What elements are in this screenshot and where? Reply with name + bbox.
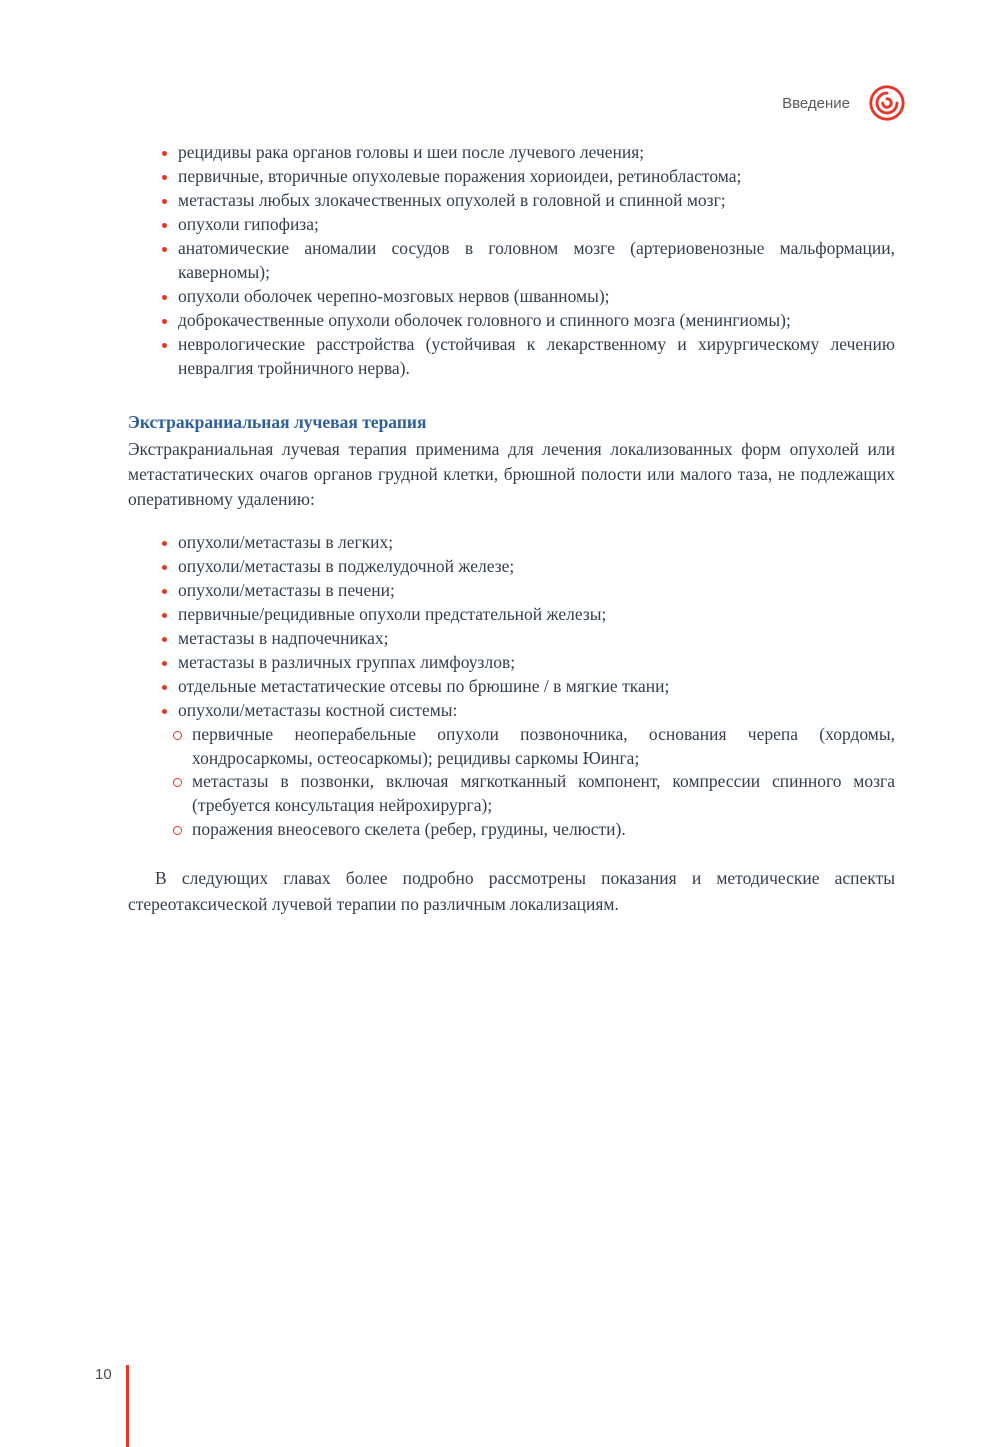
closing-paragraph: В следующих главах более подробно рассмотрены показания и методические аспекты стереотаксической лучевой терапии по различным локализациям. bbox=[128, 868, 895, 914]
sublist-item: метастазы в позвонки, включая мягкотканный компонент, компрессии спинного мозга (требуется консультация нейрохирурга); bbox=[128, 770, 895, 818]
list-item: опухоли/метастазы костной системы: bbox=[128, 699, 895, 723]
publisher-logo-icon bbox=[868, 84, 906, 122]
sublist-item: поражения внеосевого скелета (ребер, грудины, челюсти). bbox=[128, 818, 895, 842]
list-item: опухоли гипофиза; bbox=[128, 213, 895, 237]
list-item: метастазы в надпочечниках; bbox=[128, 627, 895, 651]
page-content bbox=[128, 141, 895, 917]
list-item: опухоли/метастазы в печени; bbox=[128, 579, 895, 603]
section-intro-paragraph: Экстракраниальная лучевая терапия применима для лечения локализованных форм опухолей или метастатических очагов органов грудной клетки, брюшной полости или малого таза, не подлежащих оперативному удалению: bbox=[128, 438, 895, 510]
list-item: опухоли/метастазы в поджелудочной железе; bbox=[128, 555, 895, 579]
list-item: опухоли оболочек черепно-мозговых нервов (шванномы); bbox=[128, 285, 895, 309]
footer-accent-rule bbox=[126, 1365, 129, 1447]
section-heading: Экстракраниальная лучевая терапия bbox=[128, 411, 427, 432]
list-item: анатомические аномалии сосудов в головном мозге (артериовенозные мальформации, каверномы); bbox=[128, 237, 895, 285]
list-item: опухоли/метастазы в легких; bbox=[128, 531, 895, 555]
intracranial-indications-list bbox=[128, 141, 895, 381]
list-item: метастазы любых злокачественных опухолей в головной и спинной мозг; bbox=[128, 189, 895, 213]
list-item: первичные, вторичные опухолевые поражения хориоидеи, ретинобластома; bbox=[128, 165, 895, 189]
list-item: отдельные метастатические отсевы по брюшине / в мягкие ткани; bbox=[128, 675, 895, 699]
page-number: 10 bbox=[95, 1366, 112, 1383]
chapter-label: Введение bbox=[782, 94, 850, 112]
list-item: неврологические расстройства (устойчивая к лекарственному и хирургическому лечению невралгия тройничного нерва). bbox=[128, 333, 895, 381]
sublist-item: первичные неоперабельные опухоли позвоночника, основания черепа (хордомы, хондросаркомы, остеосаркомы); рецидивы саркомы Юинга; bbox=[128, 723, 895, 771]
list-item: первичные/рецидивные опухоли предстательной железы; bbox=[128, 603, 895, 627]
list-item: рецидивы рака органов головы и шеи после лучевого лечения; bbox=[128, 141, 895, 165]
list-item: метастазы в различных группах лимфоузлов; bbox=[128, 651, 895, 675]
page-header bbox=[782, 84, 906, 122]
bone-system-sublist bbox=[128, 723, 895, 843]
extracranial-indications-list bbox=[128, 531, 895, 723]
list-item: доброкачественные опухоли оболочек головного и спинного мозга (менингиомы); bbox=[128, 309, 895, 333]
